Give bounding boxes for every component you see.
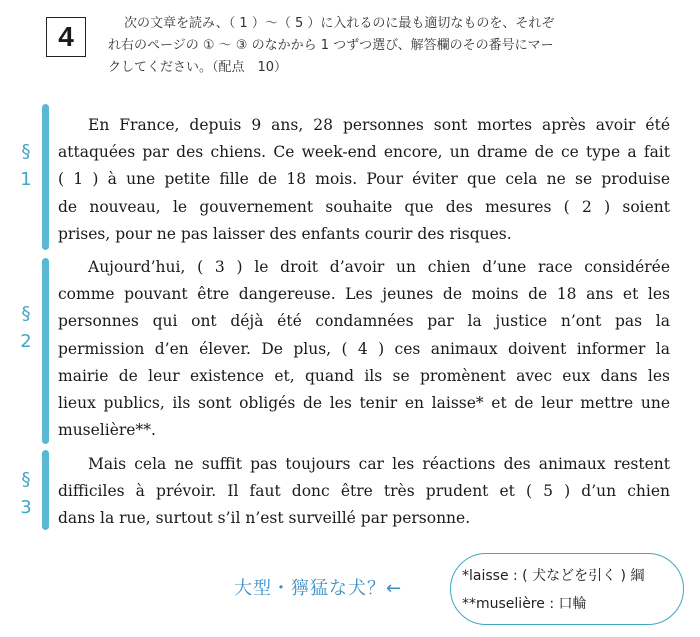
text-line: muselière**.	[58, 421, 156, 440]
section-1-highlight-bar	[42, 104, 49, 250]
section-2-marker: § 2	[20, 303, 32, 352]
section-1-paragraph	[58, 112, 670, 248]
text-line: permission d’en élever. De plus, ( 4 ) ces animaux doivent informer la	[58, 339, 670, 358]
glossary-laisse: *laisse : ( 犬などを引く ) 綱	[462, 568, 645, 584]
question-number: 4	[58, 21, 74, 52]
section-3-highlight-bar	[42, 450, 49, 530]
text-line: attaquées par des chiens. Ce week-end encore, un drame de ce type a fait	[58, 143, 670, 162]
instruction-line-1: 次の文章を読み、（ 1 ）～（ 5 ）に入れるのに最も適切なものを、それぞ	[124, 16, 555, 31]
section-3-paragraph	[58, 451, 670, 533]
glossary-museliere: **muselière : 口輪	[462, 596, 587, 612]
text-line: En France, depuis 9 ans, 28 personnes sont mortes après avoir été	[88, 116, 670, 134]
text-line: mairie de leur existence et, quand ils se promènent avec eux dans les	[58, 366, 670, 385]
instruction-line-3: クしてください。（配点 10）	[108, 60, 288, 75]
instruction-line-2: れ右のページの ① ～ ③ のなかから 1 つずつ選び、解答欄のその番号にマー	[108, 38, 554, 53]
text-line: Mais cela ne suffit pas toujours car les réactions des animaux restent	[88, 455, 670, 473]
text-line: comme pouvant être dangereuse. Les jeunes de moins de 18 ans et les	[58, 285, 670, 304]
text-line: dans la rue, surtout s’il n’est surveillé par personne.	[58, 509, 471, 528]
section-2-highlight-bar	[42, 258, 49, 444]
handwritten-note: 大型・獰猛な犬？←	[234, 578, 403, 599]
instructions	[108, 13, 678, 79]
text-line: personnes qui ont déjà été condamnées par la justice n’ont pas la	[58, 312, 670, 331]
question-number-box	[46, 17, 86, 57]
text-line: ( 1 ) à une petite fille de 18 mois. Pour éviter que cela ne se produise	[58, 170, 670, 189]
glossary-circle	[450, 553, 684, 625]
section-3-marker: § 3	[20, 469, 32, 518]
text-line: de nouveau, le gouvernement souhaite que des mesures ( 2 ) soient	[58, 197, 670, 216]
text-line: prises, pour ne pas laisser des enfants courir des risques.	[58, 224, 512, 243]
text-line: lieux publics, ils sont obligés de les tenir en laisse* et de leur mettre une	[58, 394, 670, 413]
section-1-marker: § 1	[20, 141, 32, 190]
text-line: difficiles à prévoir. Il faut donc être très prudent et ( 5 ) d’un chien	[58, 482, 670, 501]
section-2-paragraph	[58, 254, 670, 444]
text-line: Aujourd’hui, ( 3 ) le droit d’avoir un chien d’une race considérée	[88, 258, 670, 276]
